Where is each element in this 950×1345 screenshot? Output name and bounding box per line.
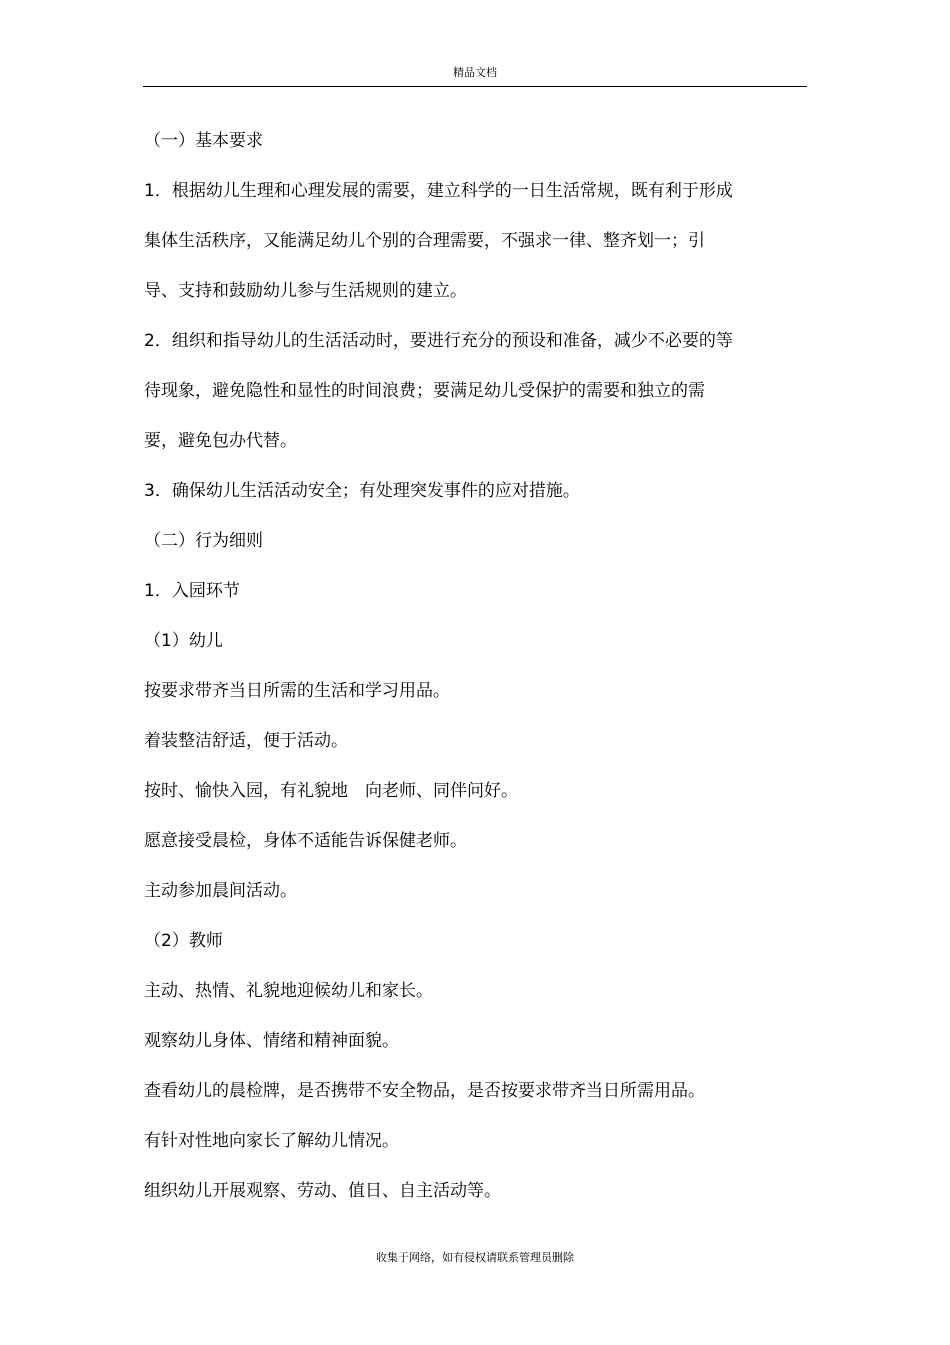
page-header: 精品文档 <box>453 66 497 79</box>
list-item: 观察幼儿身体、情绪和精神面貌。 <box>144 1031 399 1051</box>
list-item: 组织幼儿开展观察、劳动、值日、自主活动等。 <box>144 1181 501 1201</box>
paragraph-line: 待现象，避免隐性和显性的时间浪费；要满足幼儿受保护的需要和独立的需 <box>144 381 705 401</box>
subsection-heading-children: （1）幼儿 <box>144 631 223 651</box>
header-divider <box>143 86 807 87</box>
paragraph-line: 2．组织和指导幼儿的生活活动时，要进行充分的预设和准备，减少不必要的等 <box>144 331 733 351</box>
page-footer: 收集于网络，如有侵权请联系管理员删除 <box>376 1251 574 1264</box>
paragraph-line: 1．根据幼儿生理和心理发展的需要，建立科学的一日生活常规，既有利于形成 <box>144 181 733 201</box>
list-item: 着装整洁舒适，便于活动。 <box>144 731 348 751</box>
list-item: 愿意接受晨检，身体不适能告诉保健老师。 <box>144 831 467 851</box>
list-item: 查看幼儿的晨检牌，是否携带不安全物品，是否按要求带齐当日所需用品。 <box>144 1081 705 1101</box>
section-heading-behavior-rules: （二）行为细则 <box>144 531 263 551</box>
subsection-heading-arrival: 1．入园环节 <box>144 581 240 601</box>
paragraph-line: 导、支持和鼓励幼儿参与生活规则的建立。 <box>144 281 467 301</box>
list-item: 有针对性地向家长了解幼儿情况。 <box>144 1131 399 1151</box>
list-item: 按要求带齐当日所需的生活和学习用品。 <box>144 681 450 701</box>
list-item: 主动、热情、礼貌地迎候幼儿和家长。 <box>144 981 433 1001</box>
paragraph-line: 集体生活秩序，又能满足幼儿个别的合理需要，不强求一律、整齐划一；引 <box>144 231 705 251</box>
document-body <box>144 125 784 1225</box>
list-item: 按时、愉快入园，有礼貌地 向老师、同伴问好。 <box>144 781 518 801</box>
paragraph-line: 3．确保幼儿生活活动安全；有处理突发事件的应对措施。 <box>144 481 580 501</box>
paragraph-line: 要，避免包办代替。 <box>144 431 297 451</box>
section-heading-basic-requirements: （一）基本要求 <box>144 131 263 151</box>
subsection-heading-teachers: （2）教师 <box>144 931 223 951</box>
list-item: 主动参加晨间活动。 <box>144 881 297 901</box>
